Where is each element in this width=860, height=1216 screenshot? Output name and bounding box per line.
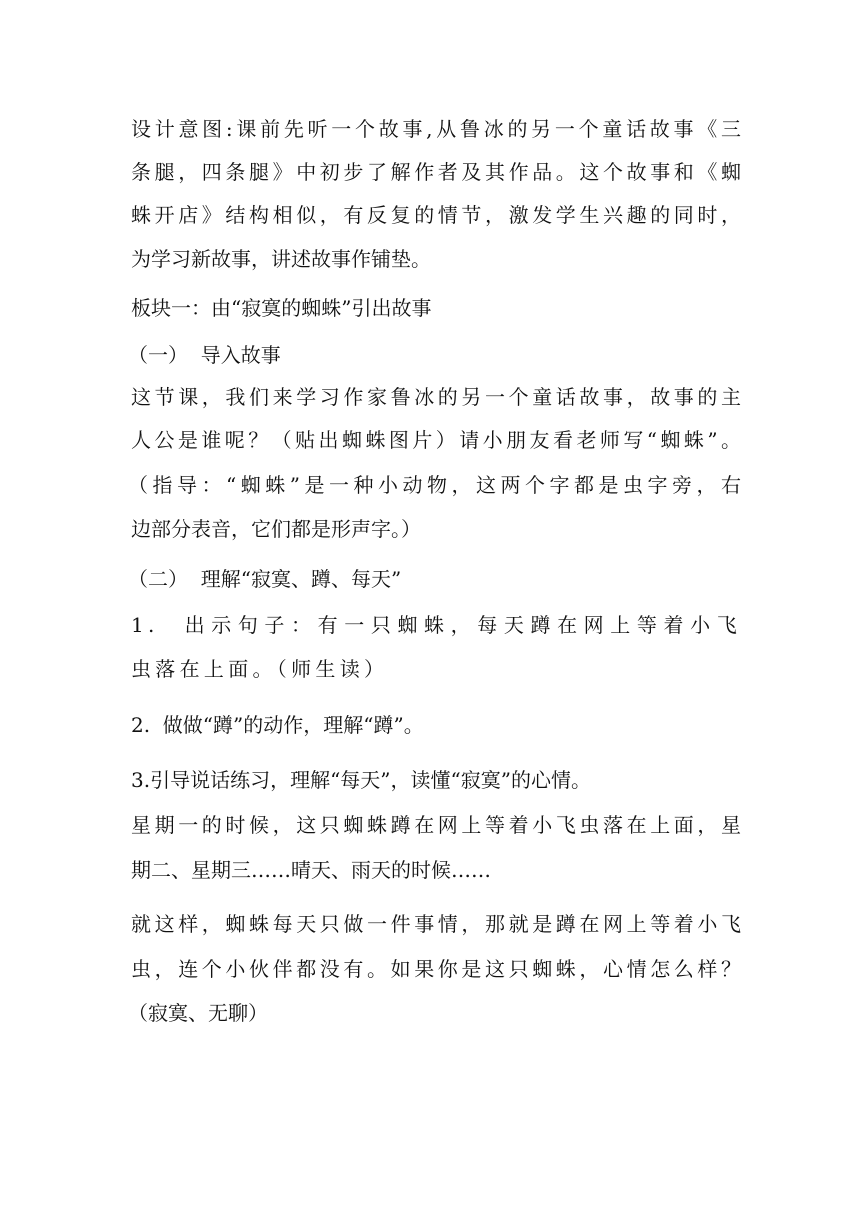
design-intent-line-3: 蛛开店》结构相似，有反复的情节，激发学生兴趣的同时， bbox=[131, 203, 741, 227]
paragraph-2-line-2: 边部分表音，它们都是形声字。） bbox=[131, 517, 421, 541]
subsection-heading-1: （一） 导入故事 bbox=[128, 343, 281, 367]
paragraph-3-line-2: 期二、星期三……晴天、雨天的时候…… bbox=[131, 858, 491, 882]
paragraph-1-line-2: 人公是谁呢？（贴出蜘蛛图片）请小朋友看老师写“蜘蛛”。 bbox=[131, 428, 741, 452]
list-item-2: 2. 做做“蹲”的动作，理解“蹲”。 bbox=[131, 713, 424, 737]
list-item-3: 3.引导说话练习，理解“每天”，读懂“寂寞”的心情。 bbox=[131, 768, 591, 792]
paragraph-3-line-1: 星期一的时候，这只蜘蛛蹲在网上等着小飞虫落在上面，星 bbox=[131, 813, 741, 837]
paragraph-1-line-1: 这节课，我们来学习作家鲁冰的另一个童话故事，故事的主 bbox=[131, 385, 741, 409]
paragraph-4-line-3: （寂寞、无聊） bbox=[128, 1001, 268, 1025]
paragraph-2-line-1: （指导：“蜘蛛”是一种小动物，这两个字都是虫字旁，右 bbox=[128, 473, 741, 497]
section-title: 板块一：由“寂寞的蜘蛛”引出故事 bbox=[131, 296, 432, 320]
paragraph-4-line-1: 就这样，蜘蛛每天只做一件事情，那就是蹲在网上等着小飞 bbox=[131, 912, 741, 936]
subsection-heading-2: （二） 理解“寂寞、蹲、每天” bbox=[128, 567, 402, 591]
paragraph-4-line-2: 虫，连个小伙伴都没有。如果你是这只蜘蛛，心情怎么样？ bbox=[131, 957, 741, 981]
design-intent-line-4: 为学习新故事，讲述故事作铺垫。 bbox=[131, 247, 431, 271]
list-item-1-line-2: 虫落在上面。（师生读） bbox=[131, 657, 389, 681]
design-intent-line-1: 设计意图:课前先听一个故事,从鲁冰的另一个童话故事《三 bbox=[131, 117, 741, 141]
design-intent-line-2: 条腿，四条腿》中初步了解作者及其作品。这个故事和《蜘 bbox=[131, 160, 741, 184]
list-item-1-line-1: 1. 出示句子：有一只蜘蛛，每天蹲在网上等着小飞 bbox=[131, 613, 741, 637]
